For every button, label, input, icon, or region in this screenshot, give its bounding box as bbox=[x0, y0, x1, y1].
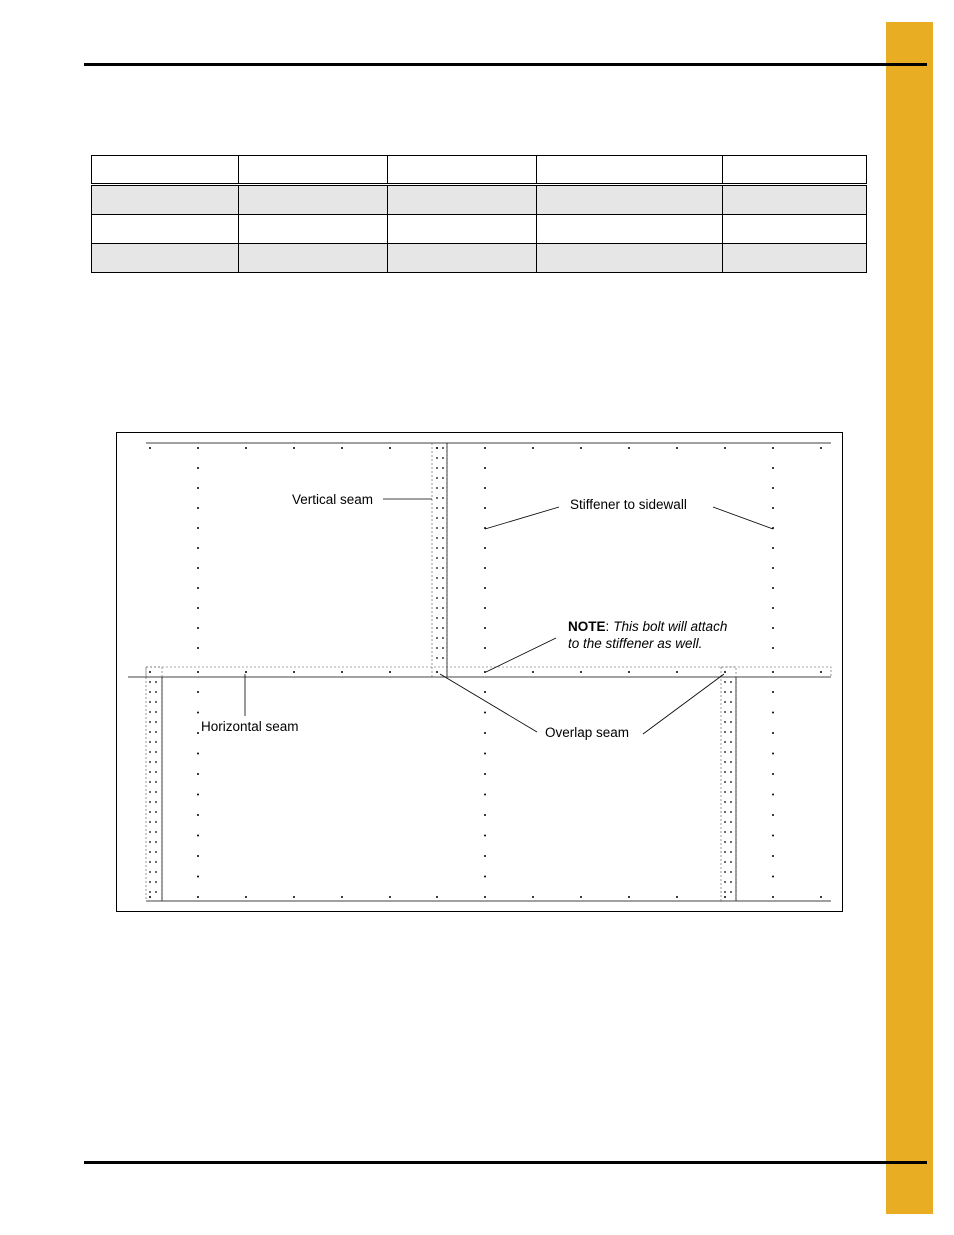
bolt-hole bbox=[484, 607, 486, 609]
bolt-hole bbox=[197, 794, 199, 796]
bolt-hole bbox=[197, 607, 199, 609]
bolt-hole bbox=[580, 447, 582, 449]
bolt-hole bbox=[155, 761, 157, 763]
bolt-hole bbox=[436, 647, 438, 649]
bolt-hole bbox=[149, 811, 151, 813]
bolt-hole bbox=[772, 567, 774, 569]
bolt-hole bbox=[580, 896, 582, 898]
bolt-hole bbox=[149, 891, 151, 893]
bolt-hole bbox=[730, 811, 732, 813]
bolt-hole bbox=[197, 567, 199, 569]
bolt-hole bbox=[724, 681, 726, 683]
bolt-hole bbox=[155, 721, 157, 723]
bolt-hole bbox=[724, 811, 726, 813]
bolt-hole bbox=[436, 657, 438, 659]
bolt-hole bbox=[436, 477, 438, 479]
bolt-hole bbox=[197, 753, 199, 755]
bolt-hole bbox=[149, 871, 151, 873]
bolt-hole bbox=[772, 855, 774, 857]
spec-table bbox=[91, 155, 867, 273]
bolt-hole bbox=[772, 773, 774, 775]
table-header-cell bbox=[723, 156, 867, 185]
bolt-hole bbox=[730, 781, 732, 783]
bolt-hole bbox=[155, 741, 157, 743]
bolt-hole bbox=[580, 671, 582, 673]
bolt-hole bbox=[436, 671, 438, 673]
bolt-hole bbox=[436, 587, 438, 589]
bolt-hole bbox=[442, 617, 444, 619]
bolt-hole bbox=[436, 527, 438, 529]
bolt-hole bbox=[484, 835, 486, 837]
bolt-hole bbox=[442, 647, 444, 649]
bolt-hole bbox=[155, 801, 157, 803]
bolt-hole bbox=[149, 761, 151, 763]
bolt-hole bbox=[730, 771, 732, 773]
table-cell bbox=[92, 185, 239, 215]
bolt-hole bbox=[442, 657, 444, 659]
bolt-hole bbox=[676, 447, 678, 449]
bolt-hole bbox=[724, 711, 726, 713]
bolt-hole bbox=[293, 447, 295, 449]
bolt-hole bbox=[155, 791, 157, 793]
bolt-hole bbox=[628, 896, 630, 898]
bolt-hole bbox=[436, 467, 438, 469]
bolt-hole bbox=[442, 507, 444, 509]
bolt-hole bbox=[442, 477, 444, 479]
bolt-hole bbox=[149, 681, 151, 683]
bolt-hole bbox=[484, 671, 486, 673]
bolt-hole bbox=[484, 647, 486, 649]
bolt-hole bbox=[772, 547, 774, 549]
table-cell bbox=[388, 244, 537, 273]
bolt-hole bbox=[772, 607, 774, 609]
bolt-hole bbox=[149, 821, 151, 823]
bolt-hole bbox=[436, 597, 438, 599]
bolt-hole bbox=[149, 896, 151, 898]
bolt-hole bbox=[293, 896, 295, 898]
bolt-hole bbox=[155, 861, 157, 863]
table-cell bbox=[239, 244, 388, 273]
bolt-hole bbox=[155, 781, 157, 783]
bolt-hole bbox=[442, 467, 444, 469]
bolt-hole bbox=[436, 497, 438, 499]
bolt-hole bbox=[155, 691, 157, 693]
bolt-hole bbox=[442, 527, 444, 529]
bolt-hole bbox=[724, 671, 726, 673]
bolt-hole bbox=[442, 537, 444, 539]
table-cell bbox=[537, 244, 723, 273]
note-line-2: to the stiffener as well. bbox=[568, 636, 703, 651]
note-bold: NOTE bbox=[568, 619, 606, 634]
bolt-hole bbox=[676, 896, 678, 898]
bolt-hole bbox=[197, 447, 199, 449]
table-cell bbox=[239, 215, 388, 244]
bolt-hole bbox=[149, 841, 151, 843]
bolt-hole bbox=[724, 861, 726, 863]
bolt-hole bbox=[772, 587, 774, 589]
bolt-hole bbox=[436, 617, 438, 619]
bolt-hole bbox=[724, 761, 726, 763]
bolt-hole bbox=[442, 637, 444, 639]
bolt-hole bbox=[484, 447, 486, 449]
bolt-hole bbox=[155, 891, 157, 893]
bolt-hole bbox=[484, 794, 486, 796]
bolt-hole bbox=[149, 447, 151, 449]
bolt-hole bbox=[676, 671, 678, 673]
table-header-cell bbox=[239, 156, 388, 185]
bolt-hole bbox=[730, 871, 732, 873]
section-tab bbox=[886, 22, 933, 1214]
bolt-hole bbox=[149, 691, 151, 693]
bolt-hole bbox=[197, 855, 199, 857]
bolt-hole bbox=[155, 871, 157, 873]
bolt-hole bbox=[149, 711, 151, 713]
bolt-hole bbox=[197, 487, 199, 489]
bolt-hole bbox=[155, 751, 157, 753]
bolt-hole bbox=[197, 835, 199, 837]
table-cell bbox=[388, 185, 537, 215]
bolt-hole bbox=[484, 691, 486, 693]
bolt-hole bbox=[436, 537, 438, 539]
table-cell bbox=[92, 244, 239, 273]
bolt-hole bbox=[436, 507, 438, 509]
bolt-hole bbox=[155, 821, 157, 823]
bolt-hole bbox=[197, 773, 199, 775]
bolt-hole bbox=[724, 771, 726, 773]
bolt-hole bbox=[772, 876, 774, 878]
bolt-hole bbox=[730, 701, 732, 703]
bolt-hole bbox=[149, 701, 151, 703]
bolt-hole bbox=[245, 447, 247, 449]
bolt-hole bbox=[442, 607, 444, 609]
bolt-hole bbox=[436, 577, 438, 579]
bolt-hole bbox=[484, 587, 486, 589]
bolt-hole bbox=[730, 741, 732, 743]
bolt-hole bbox=[149, 671, 151, 673]
bolt-hole bbox=[442, 487, 444, 489]
bolt-hole bbox=[197, 814, 199, 816]
bolt-hole bbox=[730, 891, 732, 893]
table-cell bbox=[388, 215, 537, 244]
note-colon: : bbox=[605, 619, 610, 634]
bolt-hole bbox=[442, 557, 444, 559]
bolt-hole bbox=[149, 881, 151, 883]
bolt-hole bbox=[155, 771, 157, 773]
bolt-hole bbox=[724, 781, 726, 783]
table-header-cell bbox=[92, 156, 239, 185]
bolt-hole bbox=[772, 627, 774, 629]
bolt-hole bbox=[442, 577, 444, 579]
bolt-hole bbox=[149, 801, 151, 803]
bolt-hole bbox=[724, 721, 726, 723]
bolt-hole bbox=[730, 761, 732, 763]
bolt-hole bbox=[149, 791, 151, 793]
bolt-hole bbox=[532, 671, 534, 673]
bolt-hole bbox=[730, 841, 732, 843]
bolt-hole bbox=[436, 607, 438, 609]
bolt-hole bbox=[149, 751, 151, 753]
bolt-hole bbox=[730, 751, 732, 753]
table-cell bbox=[92, 215, 239, 244]
bolt-hole bbox=[197, 647, 199, 649]
bolt-hole bbox=[484, 896, 486, 898]
bolt-hole bbox=[436, 567, 438, 569]
bolt-hole bbox=[772, 487, 774, 489]
bolt-hole bbox=[730, 731, 732, 733]
bolt-hole bbox=[730, 801, 732, 803]
bolt-hole bbox=[293, 671, 295, 673]
bolt-hole bbox=[341, 896, 343, 898]
bolt-hole bbox=[389, 447, 391, 449]
bolt-hole bbox=[155, 681, 157, 683]
bolt-hole bbox=[155, 811, 157, 813]
table-row bbox=[92, 215, 867, 244]
bolt-hole bbox=[532, 447, 534, 449]
bolt-hole bbox=[484, 876, 486, 878]
bolt-hole bbox=[484, 814, 486, 816]
bolt-hole bbox=[197, 712, 199, 714]
note-line-1 bbox=[568, 619, 727, 634]
bolt-hole bbox=[155, 881, 157, 883]
footer-rule bbox=[84, 1161, 927, 1164]
bolt-hole bbox=[724, 691, 726, 693]
bolt-hole bbox=[155, 731, 157, 733]
bolt-hole bbox=[155, 841, 157, 843]
bolt-hole bbox=[341, 671, 343, 673]
bolt-hole bbox=[197, 876, 199, 878]
bolt-hole bbox=[436, 637, 438, 639]
bolt-hole bbox=[772, 814, 774, 816]
bolt-hole bbox=[484, 773, 486, 775]
bolt-hole bbox=[436, 557, 438, 559]
note-text-1: This bolt will attach bbox=[613, 619, 728, 634]
bolt-hole bbox=[730, 721, 732, 723]
horizontal-seam-label: Horizontal seam bbox=[201, 719, 299, 734]
bolt-hole bbox=[149, 831, 151, 833]
bolt-hole bbox=[155, 711, 157, 713]
bolt-hole bbox=[442, 457, 444, 459]
bolt-hole bbox=[149, 861, 151, 863]
table-header-cell bbox=[537, 156, 723, 185]
bolt-hole bbox=[772, 447, 774, 449]
table-row bbox=[92, 185, 867, 215]
bolt-hole bbox=[724, 701, 726, 703]
bolt-hole bbox=[484, 855, 486, 857]
bolt-hole bbox=[245, 671, 247, 673]
bolt-hole bbox=[772, 467, 774, 469]
bolt-hole bbox=[730, 681, 732, 683]
bolt-hole bbox=[197, 671, 199, 673]
bolt-hole bbox=[772, 712, 774, 714]
seam-diagram bbox=[116, 432, 843, 912]
bolt-hole bbox=[197, 467, 199, 469]
bolt-hole bbox=[442, 597, 444, 599]
overlap-seam-label: Overlap seam bbox=[545, 725, 630, 740]
table-cell bbox=[537, 185, 723, 215]
bolt-hole bbox=[436, 547, 438, 549]
bolt-hole bbox=[724, 871, 726, 873]
bolt-hole bbox=[772, 671, 774, 673]
bolt-hole bbox=[724, 801, 726, 803]
bolt-hole bbox=[628, 447, 630, 449]
bolt-hole bbox=[197, 627, 199, 629]
bolt-hole bbox=[442, 497, 444, 499]
bolt-hole bbox=[484, 507, 486, 509]
bolt-hole bbox=[772, 794, 774, 796]
bolt-hole bbox=[724, 821, 726, 823]
bolt-hole bbox=[149, 741, 151, 743]
bolt-hole bbox=[820, 447, 822, 449]
bolt-hole bbox=[436, 896, 438, 898]
bolt-hole bbox=[484, 753, 486, 755]
table-header-cell bbox=[388, 156, 537, 185]
bolt-hole bbox=[436, 487, 438, 489]
bolt-hole bbox=[772, 732, 774, 734]
bolt-hole bbox=[155, 851, 157, 853]
bolt-hole bbox=[772, 753, 774, 755]
bolt-hole bbox=[436, 457, 438, 459]
bolt-hole bbox=[197, 732, 199, 734]
bolt-hole bbox=[484, 627, 486, 629]
bolt-hole bbox=[484, 732, 486, 734]
bolt-hole bbox=[772, 647, 774, 649]
table-cell bbox=[723, 215, 867, 244]
bolt-hole bbox=[155, 701, 157, 703]
table-cell bbox=[537, 215, 723, 244]
bolt-hole bbox=[442, 587, 444, 589]
bolt-hole bbox=[197, 691, 199, 693]
bolt-hole bbox=[442, 567, 444, 569]
table-cell bbox=[723, 244, 867, 273]
bolt-hole bbox=[772, 691, 774, 693]
bolt-hole bbox=[197, 507, 199, 509]
table-cell bbox=[239, 185, 388, 215]
bolt-hole bbox=[820, 896, 822, 898]
bolt-hole bbox=[436, 627, 438, 629]
bolt-hole bbox=[155, 831, 157, 833]
bolt-hole bbox=[724, 896, 726, 898]
bolt-hole bbox=[730, 851, 732, 853]
bolt-hole bbox=[149, 851, 151, 853]
bolt-hole bbox=[724, 841, 726, 843]
bolt-hole bbox=[730, 821, 732, 823]
bolt-hole bbox=[724, 831, 726, 833]
bolt-hole bbox=[149, 781, 151, 783]
vertical-seam-label: Vertical seam bbox=[292, 492, 374, 507]
bolt-hole bbox=[484, 712, 486, 714]
bolt-hole bbox=[442, 627, 444, 629]
bolt-hole bbox=[149, 731, 151, 733]
bolt-hole bbox=[730, 881, 732, 883]
bolt-hole bbox=[389, 896, 391, 898]
bolt-hole bbox=[436, 447, 438, 449]
bolt-hole bbox=[724, 741, 726, 743]
bolt-hole bbox=[436, 517, 438, 519]
bolt-hole bbox=[389, 671, 391, 673]
table-header-row bbox=[92, 156, 867, 185]
bolt-hole bbox=[724, 791, 726, 793]
bolt-hole bbox=[730, 711, 732, 713]
bolt-hole bbox=[197, 527, 199, 529]
header-rule bbox=[84, 63, 927, 66]
stiffener-label: Stiffener to sidewall bbox=[570, 497, 687, 512]
bolt-hole bbox=[772, 835, 774, 837]
bolt-hole bbox=[724, 731, 726, 733]
bolt-hole bbox=[197, 587, 199, 589]
bolt-hole bbox=[149, 721, 151, 723]
bolt-hole bbox=[442, 517, 444, 519]
bolt-hole bbox=[730, 831, 732, 833]
bolt-hole bbox=[532, 896, 534, 898]
bolt-hole bbox=[484, 547, 486, 549]
bolt-hole bbox=[772, 896, 774, 898]
bolt-hole bbox=[628, 671, 630, 673]
table-row bbox=[92, 244, 867, 273]
bolt-hole bbox=[341, 447, 343, 449]
bolt-hole bbox=[772, 507, 774, 509]
bolt-hole bbox=[245, 896, 247, 898]
bolt-hole bbox=[484, 487, 486, 489]
bolt-hole bbox=[820, 671, 822, 673]
figure-frame bbox=[117, 433, 843, 912]
bolt-hole bbox=[442, 447, 444, 449]
bolt-hole bbox=[724, 891, 726, 893]
bolt-hole bbox=[197, 896, 199, 898]
bolt-hole bbox=[724, 447, 726, 449]
bolt-hole bbox=[724, 881, 726, 883]
bolt-hole bbox=[484, 567, 486, 569]
bolt-hole bbox=[724, 851, 726, 853]
table-cell bbox=[723, 185, 867, 215]
bolt-hole bbox=[484, 467, 486, 469]
bolt-hole bbox=[442, 547, 444, 549]
bolt-hole bbox=[730, 691, 732, 693]
bolt-hole bbox=[724, 751, 726, 753]
bolt-hole bbox=[730, 791, 732, 793]
bolt-hole bbox=[149, 771, 151, 773]
bolt-hole bbox=[197, 547, 199, 549]
bolt-hole bbox=[730, 861, 732, 863]
